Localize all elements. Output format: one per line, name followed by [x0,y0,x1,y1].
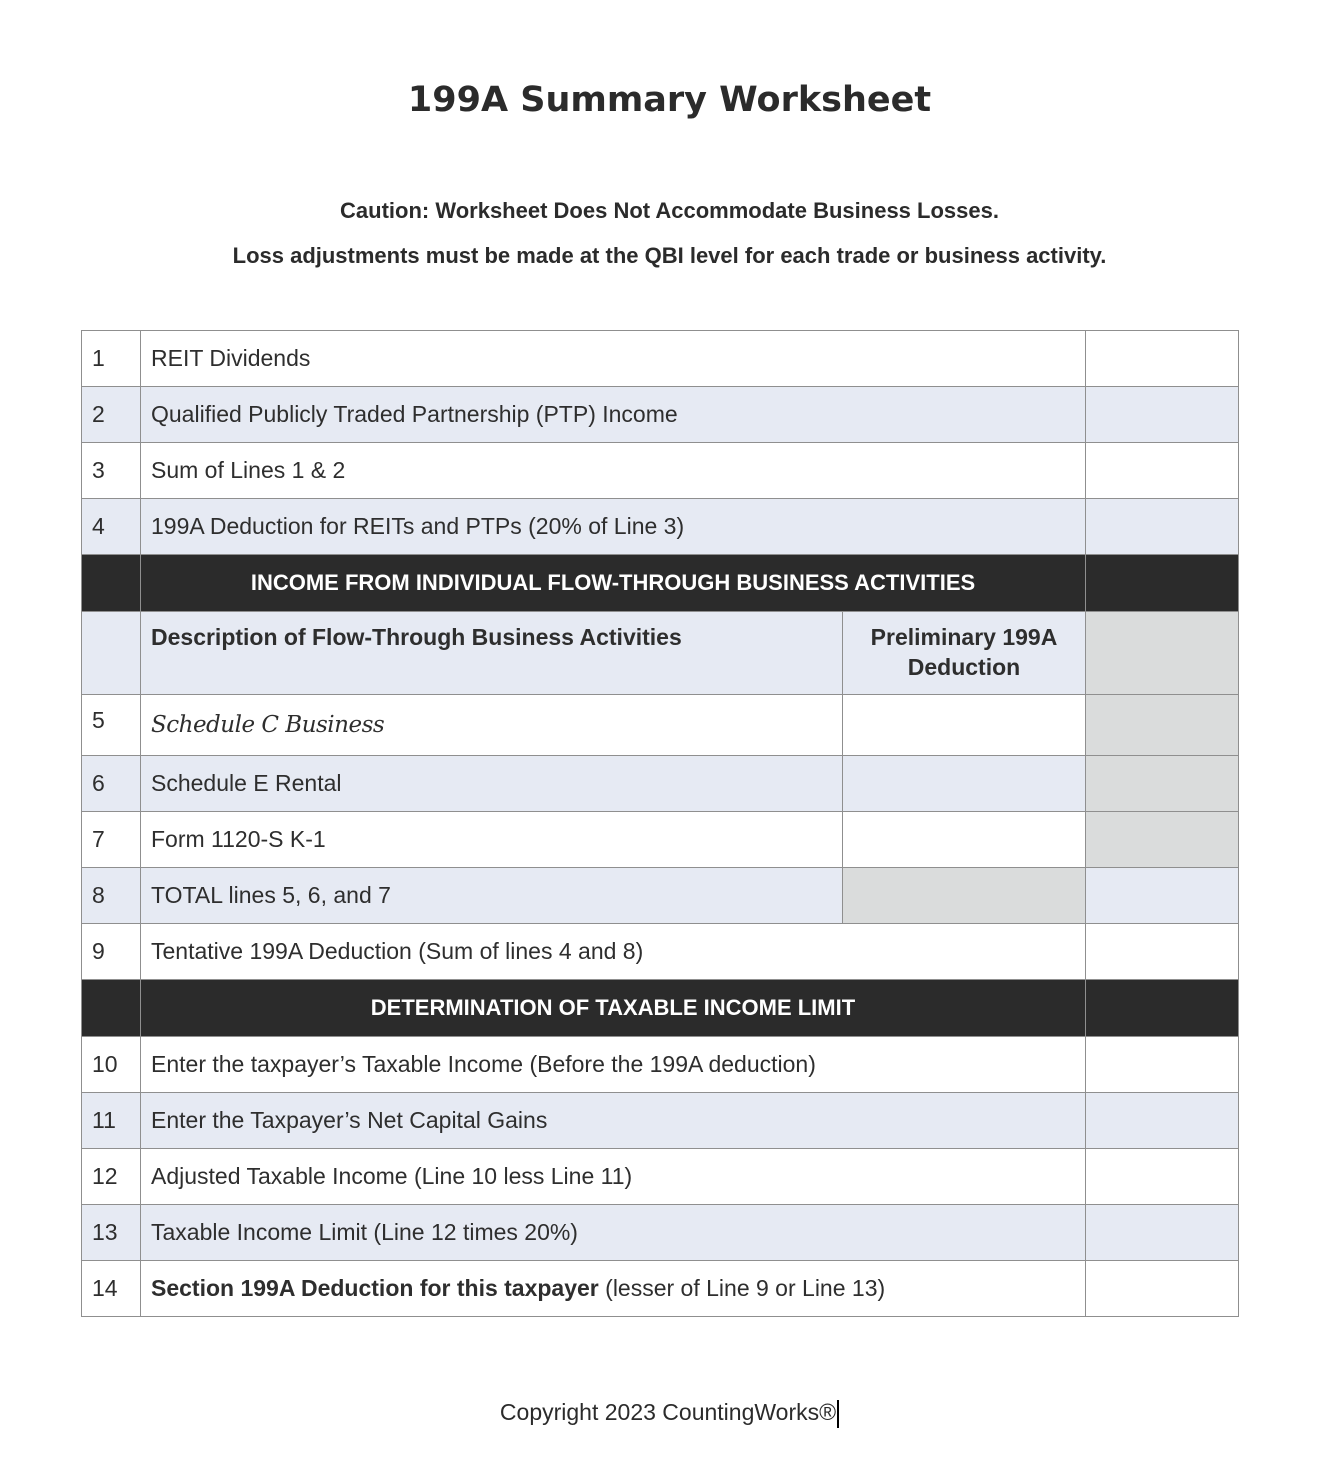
line-label: Adjusted Taxable Income (Line 10 less Line 11) [141,1149,1086,1205]
table-row-3 [82,443,1239,499]
line-number: 9 [82,924,141,980]
worksheet-table [81,330,1239,1317]
shaded-cell [1086,612,1239,695]
section-header-taxable-income [82,980,1239,1037]
table-row-10 [82,1037,1239,1093]
line-label: Form 1120-S K-1 [141,812,843,868]
table-row-14 [82,1261,1239,1317]
shaded-cell [1086,695,1239,756]
shaded-cell [1086,756,1239,812]
amount-input[interactable] [1086,331,1239,387]
line-label: REIT Dividends [141,331,1086,387]
amount-input[interactable] [1086,499,1239,555]
line-label-bold: Section 199A Deduction for this taxpayer [151,1275,599,1301]
line-number: 3 [82,443,141,499]
column-header-row [82,612,1239,695]
copyright-footer [0,1399,1339,1428]
line-number: 10 [82,1037,141,1093]
copyright-text: Copyright 2023 CountingWorks® [499,1399,837,1425]
line-label: Sum of Lines 1 & 2 [141,443,1086,499]
line-label: Tentative 199A Deduction (Sum of lines 4 and 8) [141,924,1086,980]
preliminary-input[interactable] [843,756,1086,812]
table-row-7 [82,812,1239,868]
table-row-11 [82,1093,1239,1149]
amount-input[interactable] [1086,443,1239,499]
line-label: Enter the taxpayer’s Taxable Income (Before the 199A deduction) [141,1037,1086,1093]
amount-input[interactable] [1086,1205,1239,1261]
table-row-13 [82,1205,1239,1261]
line-number: 11 [82,1093,141,1149]
line-label [141,1261,1086,1317]
text-cursor [837,1400,839,1428]
shaded-cell [843,868,1086,924]
line-number: 6 [82,756,141,812]
line-number: 4 [82,499,141,555]
amount-input[interactable] [1086,387,1239,443]
line-number: 1 [82,331,141,387]
shaded-cell [1086,812,1239,868]
caution-line-1: Caution: Worksheet Does Not Accommodate Business Losses. [340,198,999,223]
caution-line-2: Loss adjustments must be made at the QBI level for each trade or business activity. [232,243,1107,268]
column-header-preliminary: Preliminary 199A Deduction [843,612,1086,695]
table-row-1 [82,331,1239,387]
line-label: TOTAL lines 5, 6, and 7 [141,868,843,924]
amount-input[interactable] [1086,868,1239,924]
table-row-9 [82,924,1239,980]
section-heading: DETERMINATION OF TAXABLE INCOME LIMIT [141,980,1086,1037]
table-row-6 [82,756,1239,812]
table-row-8 [82,868,1239,924]
table-row-12 [82,1149,1239,1205]
line-label: Qualified Publicly Traded Partnership (PTP) Income [141,387,1086,443]
section-heading: INCOME FROM INDIVIDUAL FLOW-THROUGH BUSINESS ACTIVITIES [141,555,1086,612]
line-label: Taxable Income Limit (Line 12 times 20%) [141,1205,1086,1261]
line-number: 2 [82,387,141,443]
line-label: Schedule E Rental [141,756,843,812]
section-header-flow-through [82,555,1239,612]
page-title: 199A Summary Worksheet [407,80,932,120]
line-number: 8 [82,868,141,924]
column-header-description: Description of Flow-Through Business Activities [141,612,843,695]
amount-input[interactable] [1086,1037,1239,1093]
line-number: 7 [82,812,141,868]
preliminary-input[interactable] [843,695,1086,756]
line-number: 13 [82,1205,141,1261]
amount-input[interactable] [1086,924,1239,980]
amount-input[interactable] [1086,1149,1239,1205]
line-number: 12 [82,1149,141,1205]
table-row-4 [82,499,1239,555]
amount-input[interactable] [1086,1261,1239,1317]
line-label: Enter the Taxpayer’s Net Capital Gains [141,1093,1086,1149]
line-label: Schedule C Business [141,695,843,756]
preliminary-input[interactable] [843,812,1086,868]
line-label-rest: (lesser of Line 9 or Line 13) [598,1275,886,1301]
line-number: 5 [82,695,141,756]
line-label: 199A Deduction for REITs and PTPs (20% of Line 3) [141,499,1086,555]
line-number: 14 [82,1261,141,1317]
amount-input[interactable] [1086,1093,1239,1149]
table-row-2 [82,387,1239,443]
table-row-5 [82,695,1239,756]
